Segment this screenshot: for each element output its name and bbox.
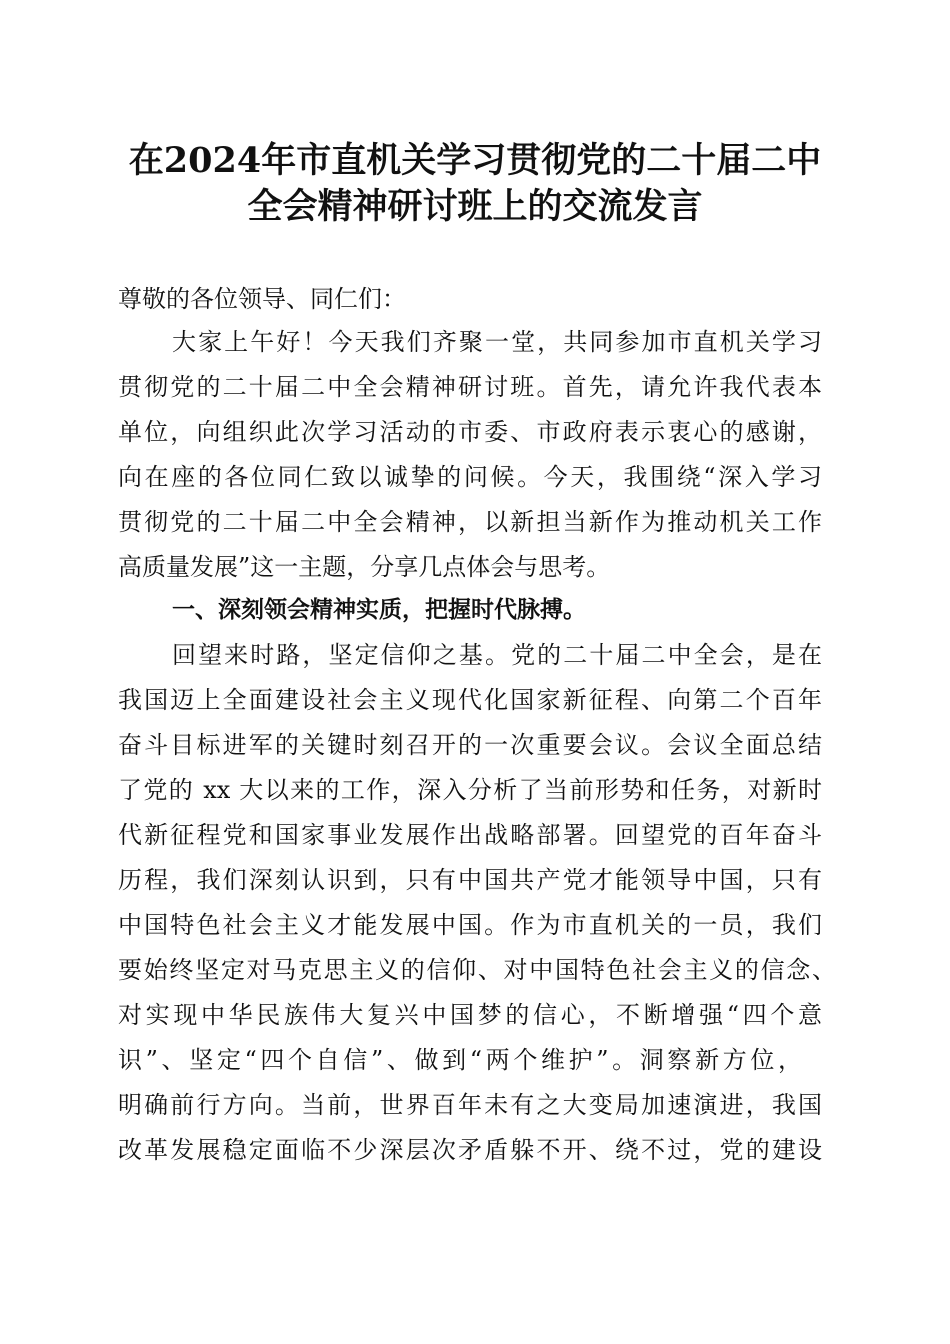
document-title-line-2: 全会精神研讨班上的交流发言 [247, 186, 703, 227]
document-title-line-1: 在2024年市直机关学习贯彻党的二十届二中 [128, 140, 822, 181]
paragraph-2-line: 历程，我们深刻认识到，只有中国共产党才能领导中国，只有 [118, 866, 822, 894]
paragraph-2-line: 回望来时路，坚定信仰之基。党的二十届二中全会，是在 [172, 641, 822, 669]
paragraph-1-line: 向在座的各位同仁致以诚挚的问候。今天，我围绕“深入学习 [118, 463, 822, 491]
paragraph-2-line: 对实现中华民族伟大复兴中国梦的信心，不断增强“四个意 [118, 1001, 822, 1029]
paragraph-2-line: 代新征程党和国家事业发展作出战略部署。回望党的百年奋斗 [118, 821, 822, 849]
paragraph-2-line: 改革发展稳定面临不少深层次矛盾躲不开、绕不过，党的建设 [118, 1136, 822, 1164]
salutation: 尊敬的各位领导、同仁们： [118, 285, 406, 313]
paragraph-1-line: 贯彻党的二十届二中全会精神，以新担当新作为推动机关工作 [118, 508, 822, 536]
section-1-heading: 一、深刻领会精神实质，把握时代脉搏。 [172, 597, 586, 623]
paragraph-1-line: 大家上午好！今天我们齐聚一堂，共同参加市直机关学习 [172, 328, 822, 356]
paragraph-2-line: 要始终坚定对马克思主义的信仰、对中国特色社会主义的信念、 [118, 956, 836, 984]
paragraph-2-line: 我国迈上全面建设社会主义现代化国家新征程、向第二个百年 [118, 686, 822, 714]
paragraph-1-line: 单位，向组织此次学习活动的市委、市政府表示衷心的感谢， [118, 418, 822, 446]
paragraph-2-line: 了党的 xx 大以来的工作，深入分析了当前形势和任务，对新时 [118, 776, 822, 804]
paragraph-2-line: 识”、坚定“四个自信”、做到“两个维护”。洞察新方位， [118, 1046, 802, 1074]
paragraph-1-line: 高质量发展”这一主题，分享几点体会与思考。 [118, 553, 611, 581]
paragraph-2-line: 明确前行方向。当前，世界百年未有之大变局加速演进，我国 [118, 1091, 822, 1119]
paragraph-2-line: 奋斗目标进军的关键时刻召开的一次重要会议。会议全面总结 [118, 731, 822, 759]
paragraph-2-line: 中国特色社会主义才能发展中国。作为市直机关的一员，我们 [118, 911, 822, 939]
paragraph-1-line: 贯彻党的二十届二中全会精神研讨班。首先，请允许我代表本 [118, 373, 822, 401]
